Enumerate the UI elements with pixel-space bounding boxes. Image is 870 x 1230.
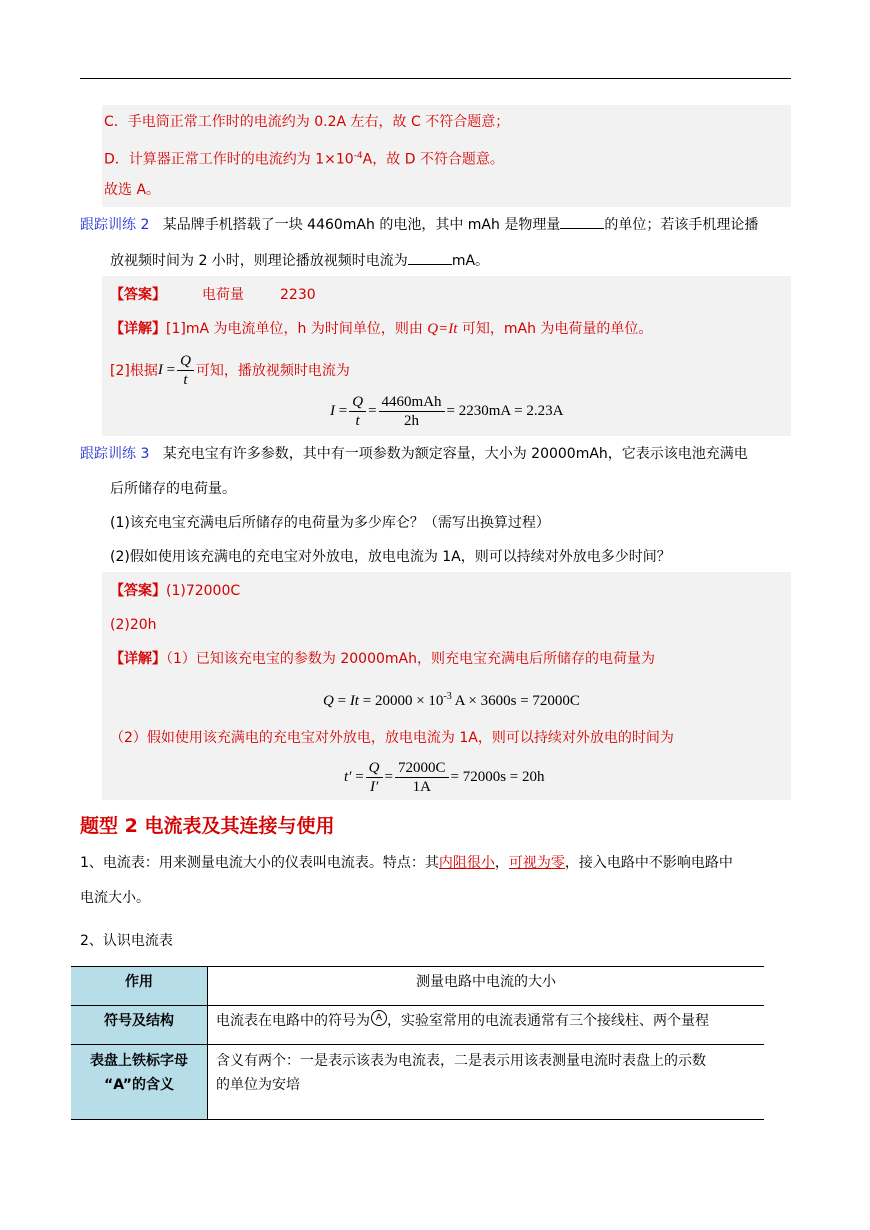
t2-question-line2: 放视频时间为 2 小时，则理论播放视频时电流为 mA。	[110, 253, 490, 269]
section-paragraph-1-cont: 电流大小。	[80, 890, 150, 906]
t2-label: 跟踪训练 2	[80, 217, 150, 233]
t3-question-line1: 跟踪训练 3 某充电宝有许多参数，其中有一项参数为额定容量，大小为 20000mAh，它表示该电池充满电	[80, 446, 748, 462]
table-cell: 电流表在电路中的符号为 A ，实验室常用的电流表通常有三个接线柱、两个量程	[208, 1006, 765, 1045]
table-cell: 测量电路中电流的大小	[208, 967, 765, 1006]
underline-negligible: 可视为零	[508, 855, 565, 871]
t3-formula-2: t′ = $\frac{Q}{I'}$ = $\frac{72000C}{1A}$ = 72000s = 20h	[344, 759, 545, 795]
underline-internal-resistance: 内阻很小	[438, 855, 495, 871]
table-row	[71, 967, 764, 1006]
t3-question-1: (1)该充电宝充满电后所储存的电荷量为多少库仑？（需写出换算过程）	[110, 515, 550, 531]
t3-detail-2: （2）假如使用该充满电的充电宝对外放电，放电电流为 1A，则可以持续对外放电的时间为	[110, 730, 674, 746]
t3-answer-1: 【答案】(1)72000C	[110, 583, 241, 599]
answer-c: C．手电筒正常工作时的电流约为 0.2A 左右，故 C 不符合题意；	[104, 114, 510, 130]
t3-answer-2: (2)20h	[110, 617, 157, 633]
table-row	[71, 1045, 764, 1120]
answer-choice: 故选 A。	[104, 182, 161, 198]
t3-formula-1: $Q = It = 20000 \times 10^{-3}$ A × 3600s = 72000C	[323, 691, 580, 709]
section-paragraph-2: 2、认识电流表	[80, 933, 173, 949]
table-row	[71, 1006, 764, 1045]
header-rule	[80, 78, 791, 79]
t2-detail-1: 【详解】[1]mA 为电流单位，h 为时间单位，则由 Q=It 可知，mAh 为电荷量的单位。	[110, 321, 653, 337]
t2-answer: 【答案】 电荷量 2230	[110, 287, 316, 303]
answer-d: D．计算器正常工作时的电流约为 $1\times 10^{-4}A$，故 D 不符合题意。	[104, 151, 504, 168]
table-header-cell: 作用	[71, 967, 208, 1006]
t2-formula: I = $\frac{Q}{t}$ = $\frac{\text{4460mAh}}{2h}$ = 2230mA = 2.23A	[330, 393, 564, 429]
ammeter-table	[71, 966, 764, 1120]
section-heading: 题型 2 电流表及其连接与使用	[80, 815, 335, 837]
t2-blank-1	[560, 216, 604, 229]
t3-label: 跟踪训练 3	[80, 446, 150, 462]
table-cell: 含义有两个：一是表示该表为电流表，二是表示用该表测量电流时表盘上的示数 的单位为安培	[208, 1045, 765, 1120]
table-header-cell: 符号及结构	[71, 1006, 208, 1045]
t3-question-line2: 后所储存的电荷量。	[110, 481, 236, 497]
t3-question-2: (2)假如使用该充满电的充电宝对外放电，放电电流为 1A，则可以持续对外放电多少时间？	[110, 549, 671, 565]
t2-question-line1: 跟踪训练 2 某品牌手机搭载了一块 4460mAh 的电池，其中 mAh 是物理量 的单位；若该手机理论播	[80, 217, 759, 233]
ammeter-symbol-icon: A	[371, 1010, 387, 1026]
t2-blank-2	[408, 252, 452, 265]
table-header-cell: 表盘上铁标字母 “A”的含义	[71, 1045, 208, 1120]
t3-detail-1: 【详解】（1）已知该充电宝的参数为 20000mAh，则充电宝充满电后所储存的电荷量为	[110, 651, 655, 667]
t2-detail-2: [2]根据 I = $\frac{Q}{t}$ 可知，播放视频时电流为	[110, 352, 350, 388]
section-paragraph-1: 1、电流表：用来测量电流大小的仪表叫电流表。特点：其内阻很小，可视为零，接入电路中不影响电路中	[80, 855, 733, 871]
